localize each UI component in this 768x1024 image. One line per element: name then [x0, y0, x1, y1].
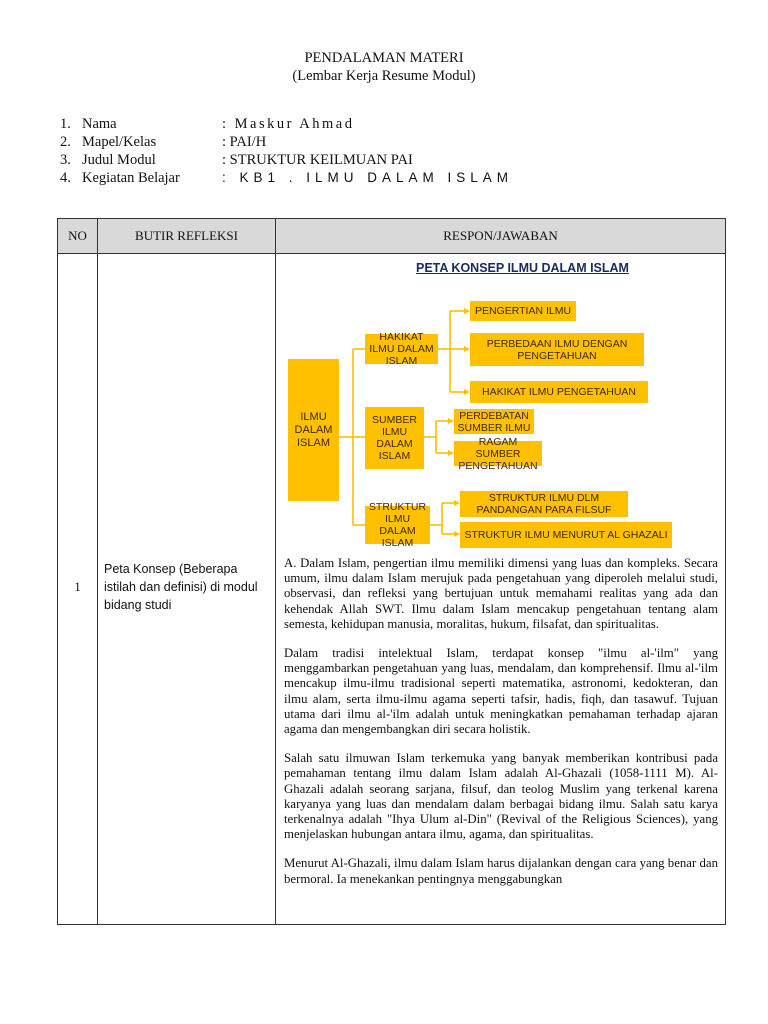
column-divider: [275, 219, 276, 924]
info-label: Kegiatan Belajar: [82, 170, 180, 186]
info-row-kegiatan: [60, 169, 513, 187]
info-row-judul: [60, 151, 513, 169]
info-value: : KB1 . ILMU DALAM ISLAM: [222, 170, 514, 185]
leaf-node: STRUKTUR ILMU MENURUT AL GHAZALI: [460, 522, 672, 548]
info-row-nama: [60, 115, 513, 133]
column-divider: [97, 219, 98, 924]
leaf-node: STRUKTUR ILMU DLM PANDANGAN PARA FILSUF: [460, 491, 628, 517]
response-paragraph: Salah satu ilmuwan Islam terkemuka yang banyak memberikan kontribusi pada pemahaman tentang ilmu dalam Islam adalah Al-Ghazali (1058-1111 M). Al-Ghazali adalah seorang sarjana, filsuf, dan teolog Muslim yang terkenal karena karyanya yang luas dan mendalam dalam berbagai bidang ilmu. Salah satu karya terkenalnya adalah "Ihya Ulum al-Din" (Revival of the Religious Sciences), yang menjelaskan hubungan antara ilmu, agama, dan spiritualitas.: [284, 751, 718, 842]
info-label: Judul Modul: [82, 152, 156, 168]
page-subtitle: (Lembar Kerja Resume Modul): [292, 68, 476, 84]
leaf-node: PERBEDAAN ILMU DENGAN PENGETAHUAN: [470, 333, 644, 366]
reflection-table: [57, 218, 726, 925]
response-paragraph: Menurut Al-Ghazali, ilmu dalam Islam harus dijalankan dengan cara yang benar dan bermoral. Ia menekankan pentingnya menggabungkan: [284, 856, 718, 886]
info-label: Mapel/Kelas: [82, 134, 157, 150]
leaf-node: PENGERTIAN ILMU: [470, 301, 576, 321]
row-number: 1: [74, 579, 81, 594]
info-number: 1.: [60, 116, 71, 132]
info-label: Nama: [82, 116, 117, 132]
response-text: [284, 556, 718, 901]
leaf-node: RAGAM SUMBER PENGETAHUAN: [454, 441, 542, 466]
butir-refleksi-cell: Peta Konsep (Beberapa istilah dan definisi) di modul bidang studi: [104, 562, 258, 612]
branch-node-sumber: SUMBER ILMU DALAM ISLAM: [365, 407, 424, 469]
header-respon-jawaban: RESPON/JAWABAN: [443, 228, 558, 243]
leaf-node: HAKIKAT ILMU PENGETAHUAN: [470, 381, 648, 403]
info-number: 2.: [60, 134, 71, 150]
info-row-mapel: [60, 133, 513, 151]
root-node: ILMU DALAM ISLAM: [288, 359, 339, 501]
response-paragraph: Dalam tradisi intelektual Islam, terdapat konsep "ilmu al-'ilm" yang menggambarkan pengetahuan yang luas, mendalam, dan komprehensif. Ilmu al-'ilm mencakup ilmu-ilmu tradisional seperti matematika, astronomi, kedokteran, dan ilmu alam, serta ilmu-ilmu agama seperti tafsir, hadis, fiqh, dan tasawuf. Tujuan utama dari ilmu al-'ilm adalah untuk meningkatkan pemahaman terhadap ajaran agama dan mengembangkan diri secara holistik.: [284, 646, 718, 737]
concept-map: [278, 261, 724, 549]
info-number: 4.: [60, 170, 71, 186]
branch-node-struktur: STRUKTUR ILMU DALAM ISLAM: [365, 506, 430, 544]
info-value: : Maskur Ahmad: [222, 116, 355, 132]
identity-list: [60, 115, 513, 187]
info-value: : STRUKTUR KEILMUAN PAI: [222, 152, 413, 168]
page-title: PENDALAMAN MATERI: [304, 50, 464, 66]
branch-node-hakikat: HAKIKAT ILMU DALAM ISLAM: [365, 334, 438, 364]
leaf-node: PERDEBATAN SUMBER ILMU: [454, 409, 534, 434]
response-paragraph: A. Dalam Islam, pengertian ilmu memiliki dimensi yang luas dan kompleks. Secara umum, ilmu dalam Islam merujuk pada pengetahuan yang diperoleh melalui studi, observasi, dan refleksi yang bertujuan untuk memahami realitas yang ada dan kehendak Allah SWT. Ilmu dalam Islam mencakup pengetahuan tentang alam semesta, kehidupan manusia, moralitas, hukum, filsafat, dan spiritualitas.: [284, 556, 718, 631]
info-value: : PAI/H: [222, 134, 267, 150]
concept-map-title: PETA KONSEP ILMU DALAM ISLAM: [416, 261, 629, 275]
info-number: 3.: [60, 152, 71, 168]
header-butir-refleksi: BUTIR REFLEKSI: [135, 228, 238, 243]
header-no: NO: [68, 228, 87, 243]
